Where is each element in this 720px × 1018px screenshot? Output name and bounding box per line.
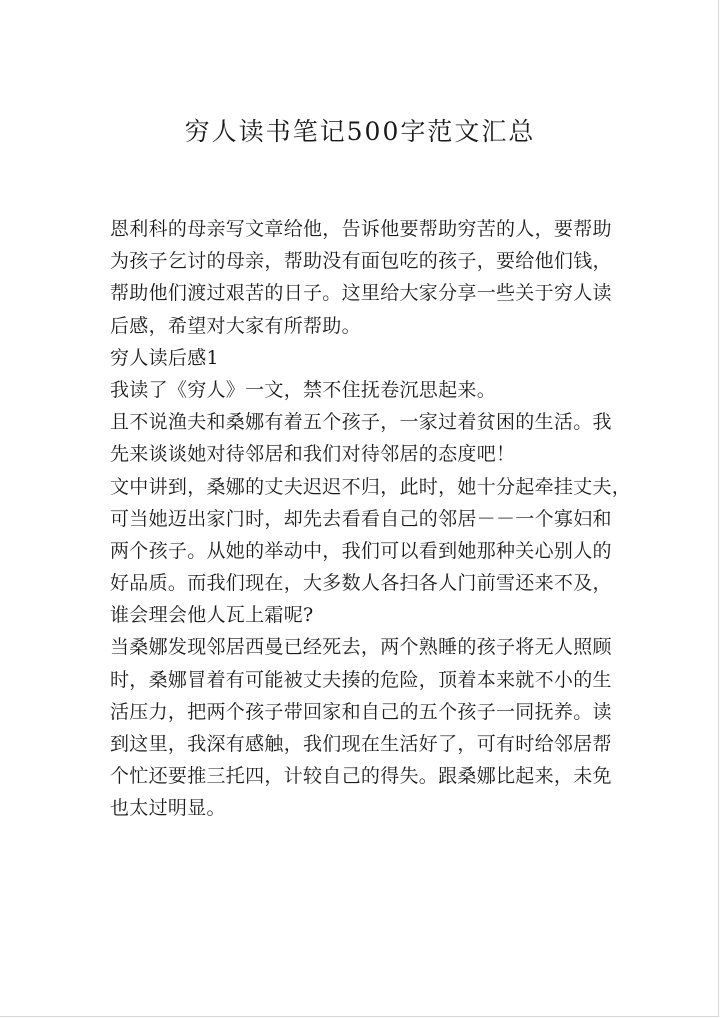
section-heading: 穷人读后感1: [110, 346, 219, 369]
text-line: 可当她迈出家门时，却先去看看自己的邻居－－一个寡妇和: [110, 507, 612, 530]
text-line: 好品质。而我们现在，大多数人各扫各人门前雪还来不及，: [110, 572, 612, 595]
document-body: [110, 213, 632, 825]
text-line: 时，桑娜冒着有可能被丈夫揍的危险，顶着本来就不小的生: [110, 668, 612, 691]
text-line: 为孩子乞讨的母亲，帮助没有面包吃的孩子，要给他们钱，: [110, 250, 612, 273]
text-line: 帮助他们渡过艰苦的日子。这里给大家分享一些关于穷人读: [110, 282, 612, 305]
text-line: 且不说渔夫和桑娜有着五个孩子，一家过着贫困的生活。我: [110, 411, 612, 434]
text-line: 谁会理会他人瓦上霜呢?: [110, 604, 314, 627]
text-line: 文中讲到，桑娜的丈夫迟迟不归，此时，她十分起牵挂丈夫，: [110, 475, 632, 498]
text-line: 先来谈谈她对待邻居和我们对待邻居的态度吧！: [110, 443, 516, 466]
text-line: 恩利科的母亲写文章给他，告诉他要帮助穷苦的人，要帮助: [110, 218, 612, 240]
text-line: 个忙还要推三托四，计较自己的得失。跟桑娜比起来，未免: [110, 765, 612, 788]
text-line: 后感，希望对大家有所帮助。: [110, 314, 361, 337]
text-line: 当桑娜发现邻居西曼已经死去，两个熟睡的孩子将无人照顾: [110, 636, 612, 659]
text-line: 我读了《穷人》一文，禁不住抚卷沉思起来。: [110, 378, 497, 401]
text-line: 也太过明显。: [110, 797, 226, 820]
text-line: 到这里，我深有感触，我们现在生活好了，可有时给邻居帮: [110, 733, 612, 755]
text-line: 活压力，把两个孩子带回家和自己的五个孩子一同抚养。读: [110, 700, 612, 723]
text-line: 两个孩子。从她的举动中，我们可以看到她那种关心别人的: [110, 539, 612, 562]
document-title: 穷人读书笔记500字范文汇总: [184, 117, 536, 146]
